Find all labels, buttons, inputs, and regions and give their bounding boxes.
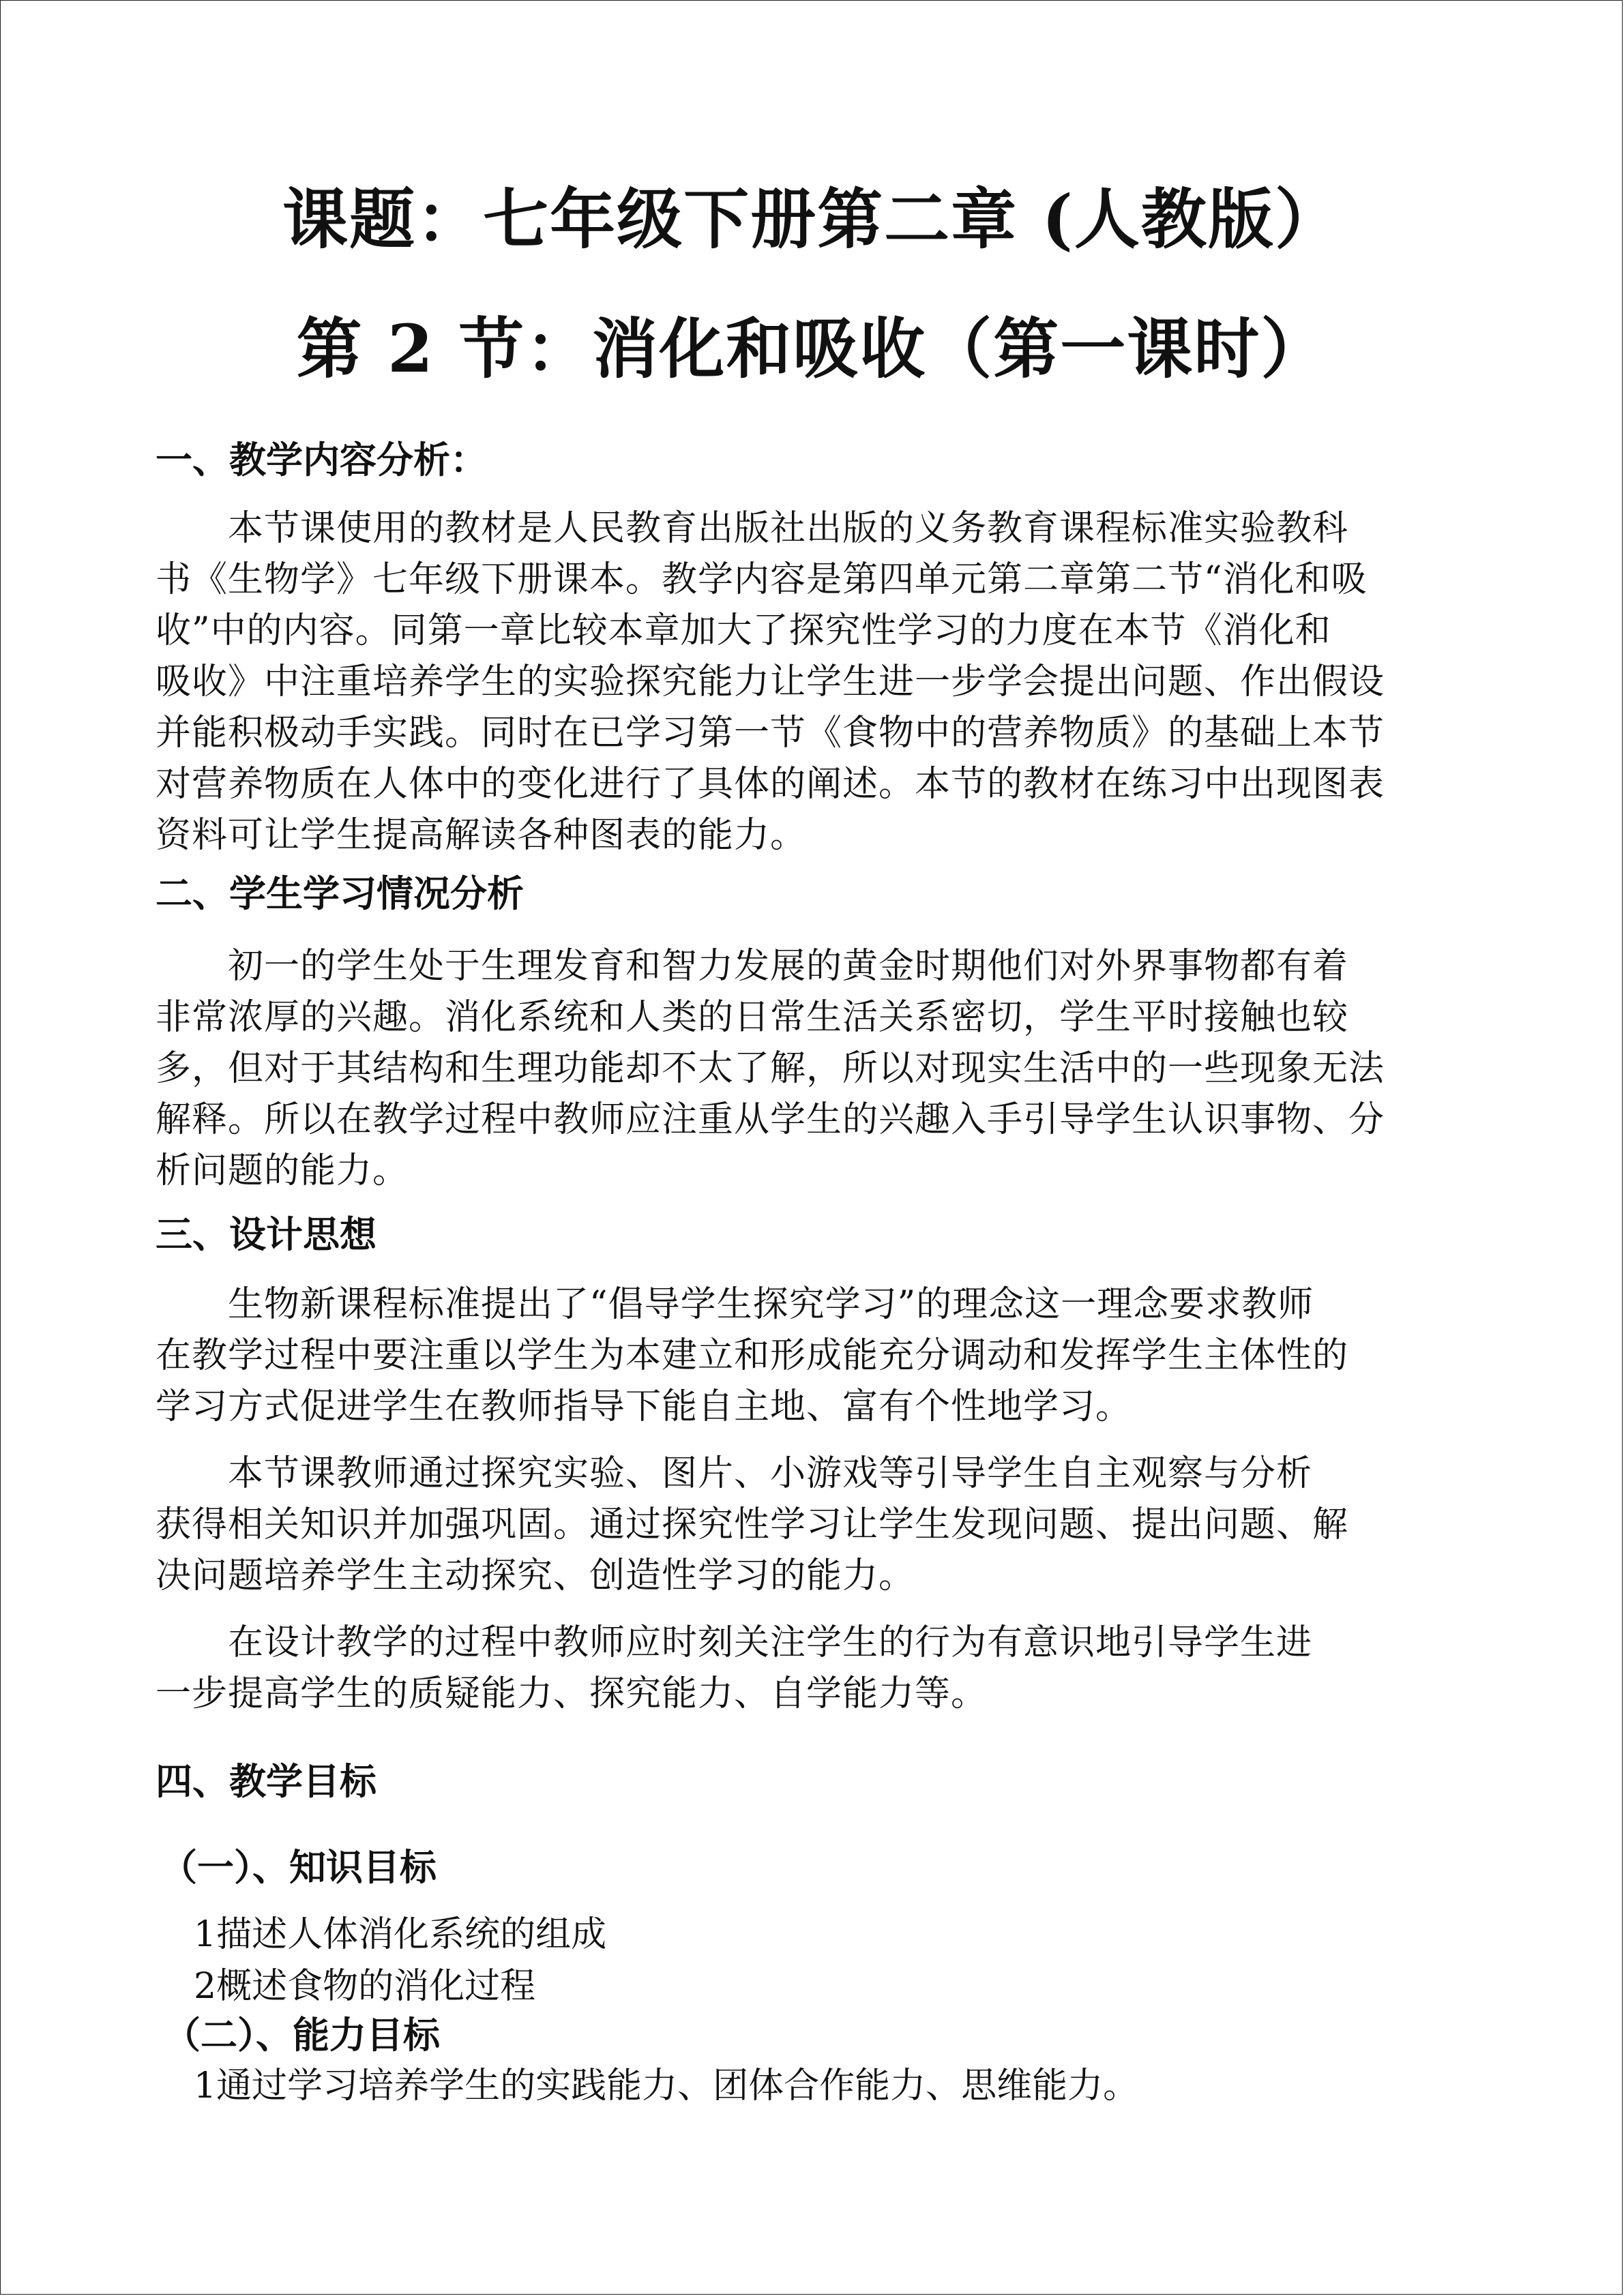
- section-heading-student-analysis: 二、学生学习情况分析: [156, 872, 524, 915]
- section-heading-design-idea: 三、设计思想: [156, 1213, 377, 1256]
- paragraph-line: 学习方式促进学生在教师指导下能自主地、富有个性地学习。: [156, 1386, 1132, 1427]
- document-title: 课题：七年级下册第二章 (人教版）: [282, 181, 1342, 258]
- paragraph-line: 在设计教学的过程中教师应时刻关注学生的行为有意识地引导学生进: [156, 1622, 1313, 1663]
- paragraph-design-idea-1: [156, 1279, 1472, 1433]
- paragraph-line: 析问题的能力。: [156, 1150, 409, 1191]
- paragraph-line: 对营养物质在人体中的变化进行了具体的阐述。本节的教材在练习中出现图表: [156, 764, 1385, 805]
- paragraph-line: 收”中的内容。同第一章比较本章加大了探究性学习的力度在本节《消化和: [156, 610, 1331, 651]
- paragraph-line: 一步提高学生的质疑能力、探究能力、自学能力等。: [156, 1673, 988, 1714]
- paragraph-line: 多，但对于其结构和生理功能却不太了解，所以对现实生活中的一些现象无法: [156, 1048, 1385, 1089]
- section-heading-content-analysis: 一、教学内容分析：: [156, 438, 487, 481]
- subsection-heading-ability-goals: （二）、能力目标: [164, 2014, 440, 2057]
- paragraph-line: 决问题培养学生主动探究、创造性学习的能力。: [156, 1555, 915, 1596]
- paragraph-line: 解释。所以在教学过程中教师应注重从学生的兴趣入手引导学生认识事物、分: [156, 1099, 1385, 1140]
- paragraph-line: 并能积极动手实践。同时在已学习第一节《食物中的营养物质》的基础上本节: [156, 713, 1385, 754]
- paragraph-line: 获得相关知识并加强巩固。通过探究性学习让学生发现问题、提出问题、解: [156, 1504, 1349, 1545]
- paragraph-student-analysis: [156, 941, 1472, 1197]
- paragraph-line: 本节课使用的教材是人民教育出版社出版的义务教育课程标准实验教科: [156, 508, 1349, 549]
- paragraph-design-idea-2: [156, 1448, 1472, 1602]
- paragraph-design-idea-3: [156, 1617, 1472, 1720]
- paragraph-line: 资料可让学生提高解读各种图表的能力。: [156, 815, 807, 856]
- list-item: 2概述食物的消化过程: [194, 1966, 536, 2007]
- subsection-heading-knowledge-goals: （一）、知识目标: [160, 1846, 437, 1889]
- list-item: 1通过学习培养学生的实践能力、团体合作能力、思维能力。: [194, 2066, 1139, 2106]
- paragraph-content-analysis: [156, 503, 1472, 861]
- paragraph-line: 生物新课程标准提出了“倡导学生探究学习”的理念这一理念要求教师: [156, 1284, 1314, 1325]
- paragraph-line: 初一的学生处于生理发育和智力发展的黄金时期他们对外界事物都有着: [156, 946, 1349, 987]
- document-subtitle: 第 2 节：消化和吸收（第一课时）: [296, 310, 1328, 387]
- paragraph-line: 吸收》中注重培养学生的实验探究能力让学生进一步学会提出问题、作出假设: [156, 661, 1385, 702]
- paragraph-line: 书《生物学》七年级下册课本。教学内容是第四单元第二章第二节“消化和吸: [156, 559, 1368, 600]
- section-heading-teaching-goals: 四、教学目标: [156, 1760, 377, 1803]
- paragraph-line: 本节课教师通过探究实验、图片、小游戏等引导学生自主观察与分析: [156, 1453, 1313, 1494]
- paragraph-line: 在教学过程中要注重以学生为本建立和形成能充分调动和发挥学生主体性的: [156, 1335, 1349, 1376]
- list-item: 1描述人体消化系统的组成: [194, 1914, 607, 1955]
- paragraph-line: 非常浓厚的兴趣。消化系统和人类的日常生活关系密切，学生平时接触也较: [156, 997, 1349, 1038]
